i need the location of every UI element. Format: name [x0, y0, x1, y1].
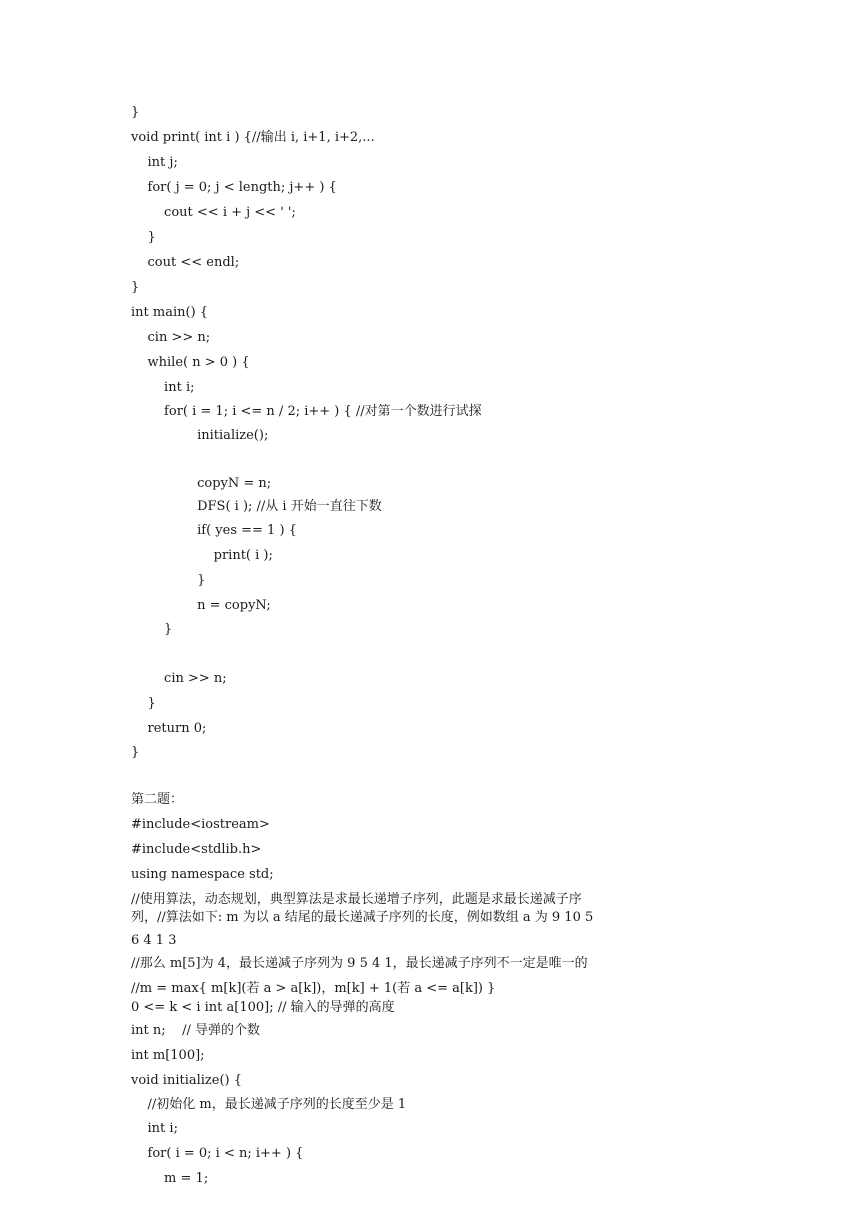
code-line: } — [131, 573, 206, 588]
code-line: int n; // 导弹的个数 — [131, 1023, 261, 1038]
code-line: m = 1; — [131, 1171, 209, 1186]
code-line: //初始化 m，最长递减子序列的长度至少是 1 — [131, 1097, 407, 1112]
code-line: cout << i + j << ' '; — [131, 205, 296, 220]
code-line: } — [131, 696, 156, 711]
code-line: //m = max{ m[k](若 a > a[k])，m[k] + 1(若 a <= a[k]) } — [131, 981, 496, 996]
code-line: } — [131, 280, 140, 295]
section-heading: 第二题： — [131, 792, 184, 807]
code-line: } — [131, 622, 173, 637]
code-line: for( i = 1; i <= n / 2; i++ ) { //对第一个数进行试探 — [131, 404, 482, 419]
code-line: print( i ); — [131, 548, 273, 563]
code-line: copyN = n; — [131, 476, 272, 491]
code-line: for( j = 0; j < length; j++ ) { — [131, 180, 337, 195]
code-line: cout << endl; — [131, 255, 240, 270]
code-line: if( yes == 1 ) { — [131, 523, 297, 538]
code-line: //那么 m[5]为 4，最长递减子序列为 9 5 4 1，最长递减子序列不一定是唯一的 — [131, 956, 588, 971]
code-line: } — [131, 745, 140, 760]
code-line: DFS( i ); //从 i 开始一直往下数 — [131, 499, 382, 514]
code-line: for( i = 0; i < n; i++ ) { — [131, 1146, 304, 1161]
code-line: void initialize() { — [131, 1073, 243, 1088]
code-line: 6 4 1 3 — [131, 933, 177, 948]
code-line: cin >> n; — [131, 330, 211, 345]
code-line: n = copyN; — [131, 598, 271, 613]
code-line: } — [131, 230, 156, 245]
code-line: using namespace std; — [131, 867, 274, 882]
code-line: 列，//算法如下: m 为以 a 结尾的最长递减子序列的长度，例如数组 a 为 9 10 5 — [131, 910, 594, 925]
code-line: int i; — [131, 1121, 178, 1136]
code-line: int m[100]; — [131, 1048, 205, 1063]
code-line: while( n > 0 ) { — [131, 355, 250, 370]
code-line: #include<stdlib.h> — [131, 842, 262, 857]
code-line: cin >> n; — [131, 671, 227, 686]
code-line: int i; — [131, 380, 195, 395]
code-line: 0 <= k < i int a[100]; // 输入的导弹的高度 — [131, 1000, 395, 1015]
code-line: void print( int i ) {//输出 i, i+1, i+2,... — [131, 130, 375, 145]
code-line: initialize(); — [131, 428, 269, 443]
code-line: //使用算法，动态规划，典型算法是求最长递增子序列，此题是求最长递减子序 — [131, 892, 582, 907]
code-line: int j; — [131, 155, 178, 170]
code-line: } — [131, 105, 140, 120]
code-line: return 0; — [131, 721, 207, 736]
code-line: int main() { — [131, 305, 209, 320]
code-line: #include<iostream> — [131, 817, 270, 832]
